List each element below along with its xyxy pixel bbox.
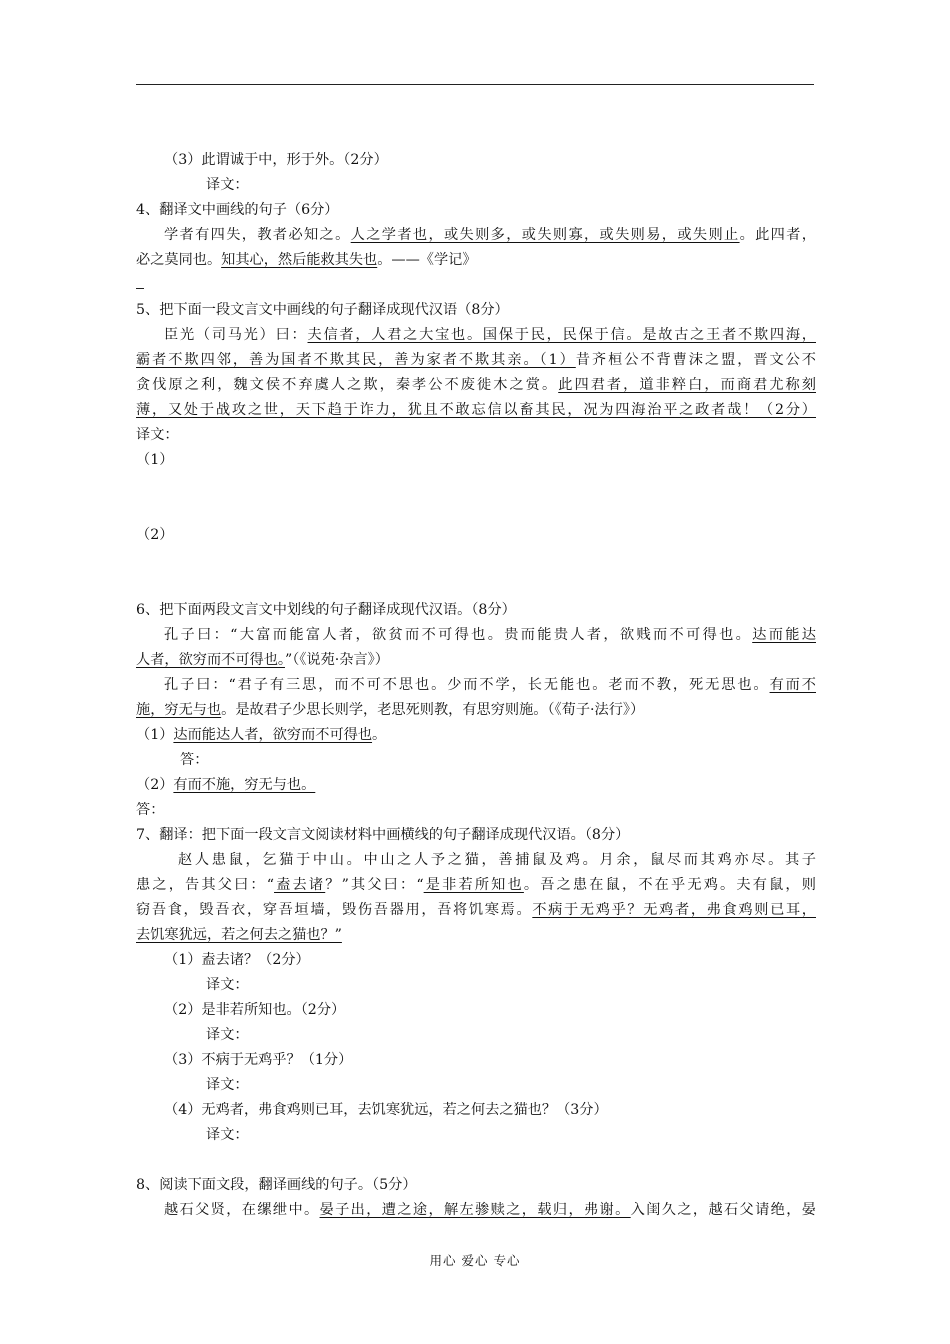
q5-passage-line-3	[136, 373, 816, 398]
q5-underlined-text: 此四君者，道非粹白，而商君尤称刻	[558, 377, 816, 393]
q7-underlined-text: 盍去诸	[274, 877, 326, 893]
q5-passage-line-1	[136, 323, 816, 348]
q5-underlined-text: 夫信者，人君之大宝也。国保于民，民保于信。是故古之王者不欺四海，	[307, 327, 816, 343]
q6-sub-2	[136, 773, 816, 798]
q6-source: ”（《说苑·杂言》）	[284, 652, 389, 668]
q6-sub-number: （1）	[136, 727, 174, 743]
q6-passage-line-2	[136, 648, 816, 673]
q8-title: 8、阅读下面文段，翻译画线的句子。（5分）	[136, 1177, 417, 1193]
q7-answer-label: 译文：	[206, 977, 249, 993]
q5-answer-2: （2）	[136, 527, 174, 543]
q7-text: 。吾之患在鼠，不在乎无鸡。夫有鼠，则	[523, 877, 816, 893]
q7-passage-line-1: 赵人患鼠，乞猫于中山。中山之人予之猫，善捕鼠及鸡。月余，鼠尽而其鸡亦尽。其子	[178, 852, 816, 868]
q6-passage-line-1	[136, 623, 816, 648]
q7-answer-label: 译文：	[206, 1127, 249, 1143]
q7-answer-label: 译文：	[206, 1027, 249, 1043]
q8-passage-line-1	[136, 1198, 816, 1223]
q6-text: 。	[372, 727, 387, 743]
q7-passage-line-2	[136, 873, 816, 898]
q7-item-2: （2）是非若所知也。（2分）	[164, 1002, 346, 1018]
q6-underlined-text: 达而能达	[752, 627, 816, 643]
q8-text: 越石父贤，在缧绁中。	[164, 1202, 320, 1218]
q5-title: 5、把下面一段文言文中画线的句子翻译成现代汉语（8分）	[136, 302, 509, 318]
q4-title: 4、翻译文中画线的句子（6分）	[136, 202, 339, 218]
q6-underlined-text: 人者，欲穷而不可得也。	[136, 652, 285, 668]
q7-answer-label: 译文：	[206, 1077, 249, 1093]
q5-answer-1: （1）	[136, 452, 174, 468]
q6-passage-line-3	[136, 673, 816, 698]
header-rule	[136, 84, 814, 85]
q7-item-3: （3）不病于无鸡乎？（1分）	[164, 1052, 353, 1068]
q4-passage-line-1	[136, 223, 816, 248]
q5-text: 贪伐原之利，魏文侯不弃虞人之欺，秦孝公不废徙木之赏。	[136, 377, 559, 393]
q6-text: 孔子曰：“大富而能富人者，欲贫而不可得也。贵而能贵人者，欲贱而不可得也。	[164, 627, 753, 643]
q6-text: 孔子曰：“君子有三思，而不可不思也。少而不学，长无能也。老而不教，死无思也。	[164, 677, 770, 693]
q7-text: 患之，告其父曰：“	[136, 877, 275, 893]
q4-text: 学者有四失，教者必知之。	[164, 227, 351, 243]
q6-sub-sentence: 达而能达人者，欲穷而不可得也	[173, 727, 373, 743]
q4-source: 。——《学记》	[377, 252, 477, 268]
q5-passage-line-2	[136, 348, 816, 373]
q6-underlined-text: 有而不	[769, 677, 816, 693]
q7-title: 7、翻译：把下面一段文言文阅读材料中画横线的句子翻译成现代汉语。（8分）	[136, 827, 630, 843]
q4-underlined-sentence-1: 人之学者也，或失则多，或失则寡，或失则易，或失则止	[350, 227, 740, 243]
q7-underlined-text: 不病于无鸡乎？无鸡者，弗食鸡则已耳，	[532, 902, 816, 918]
q3-item-3: （3）此谓诚于中，形于外。（2分）	[164, 152, 388, 168]
q7-text: 窃吾食，毁吾衣，穿吾垣墙，毁伤吾器用，吾将饥寒焉。	[136, 902, 533, 918]
q7-item-1: （1）盍去诸？（2分）	[164, 952, 310, 968]
q4-text: 必之莫同也。	[136, 252, 222, 268]
q6-passage-line-4	[136, 698, 816, 723]
q6-answer-2: 答：	[136, 802, 165, 818]
q7-passage-line-4	[136, 923, 816, 948]
q6-title: 6、把下面两段文言文中划线的句子翻译成现代汉语。（8分）	[136, 602, 516, 618]
q6-underlined-text: 施，穷无与也	[136, 702, 222, 718]
q6-sub-number: （2）	[136, 777, 174, 793]
q4-underlined-sentence-2: 知其心，然后能救其失也	[221, 252, 378, 268]
q5-text: 昔齐桓公不背曹沫之盟，晋文公不	[575, 352, 816, 368]
q5-underlined-text: 霸者不欺四邻，善为国者不欺其民，善为家者不欺其亲。（1）	[136, 352, 576, 368]
q7-item-4: （4）无鸡者，弗食鸡则已耳，去饥寒犹远，若之何去之猫也？（3分）	[164, 1102, 608, 1118]
q4-passage-line-2	[136, 248, 816, 273]
q8-underlined-text: 晏子出，遭之途，解左骖赎之，载归，弗谢。	[319, 1202, 631, 1218]
q5-text: 臣光（司马光）曰：	[164, 327, 308, 343]
page-footer: 用心 爱心 专心	[429, 1253, 521, 1268]
page-body	[136, 148, 816, 1223]
q7-underlined-text: 是非若所知也	[423, 877, 524, 893]
q6-sub-1	[136, 723, 816, 748]
q6-source: 。是故君子少思长则学，老思死则教，有思穷则施。（《荀子·法行》）	[221, 702, 645, 718]
q7-passage-line-3	[136, 898, 816, 923]
q7-underlined-text: 去饥寒犹远，若之何去之猫也？”	[136, 927, 342, 943]
q4-text: 。此四者，	[739, 227, 816, 243]
q5-passage-line-4	[136, 398, 816, 423]
q6-answer-1: 答：	[180, 752, 209, 768]
q6-sub-sentence: 有而不施，穷无与也。	[173, 777, 316, 793]
q7-text: ？”其父曰：“	[325, 877, 424, 893]
q8-text: 入闺久之，越石父请绝，晏	[630, 1202, 816, 1218]
q5-underlined-text: 薄，又处于战攻之世，天下趋于诈力，犹且不敢忘信以畜其民，况为四海治平之政者哉！（2分）	[136, 402, 816, 418]
q3-answer-label: 译文：	[206, 177, 249, 193]
q5-answer-label: 译文：	[136, 427, 179, 443]
